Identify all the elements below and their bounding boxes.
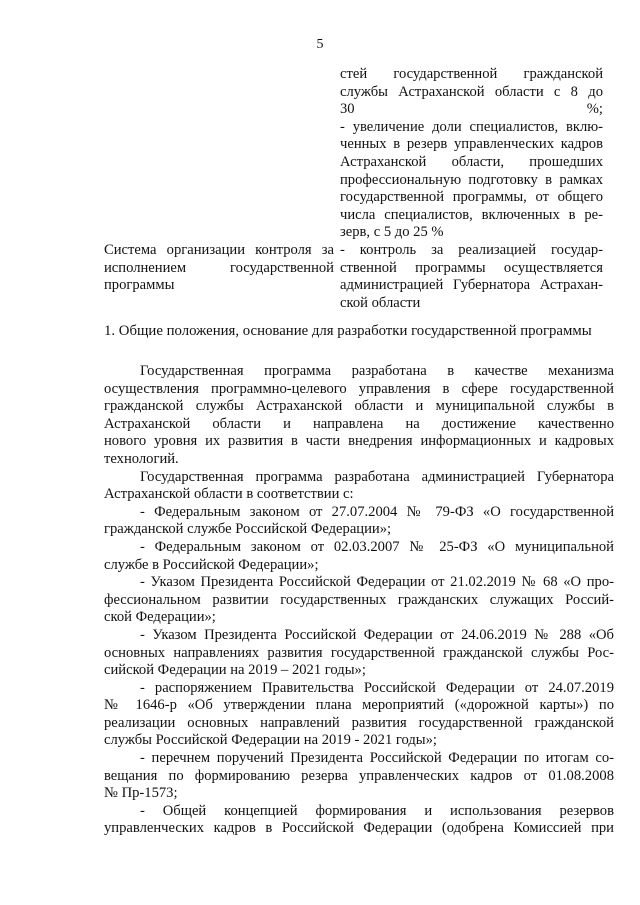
text-line: службе в Российской Федерации»; [104, 556, 319, 573]
table-row-label-control-system [104, 242, 334, 295]
text-line: государственной программы, от общего [340, 189, 603, 206]
text-line: гражданской службы Астраханской области и муниципальной службы в [104, 398, 614, 415]
text-line: Астраханской области в соответствии с: [104, 486, 354, 503]
text-line: - контроль за реализацией государ- [340, 242, 603, 258]
text-line: службы Российской Федерации на 2019 - 2021 годы»; [104, 732, 437, 749]
text-line: № 1646-р «Об утверждении плана мероприятий («дорожной карты») по [104, 697, 614, 714]
text-line: числа специалистов, включенных в ре- [340, 206, 603, 223]
text-line: программы [104, 277, 175, 294]
text-line: администрацией Губернатора Астрахан- [340, 277, 603, 294]
text-line: нового уровня их развития в части внедрения информационных и кадровых [104, 433, 614, 450]
text-line: исполнением государственной [104, 259, 334, 276]
text-line: ской Федерации»; [104, 609, 216, 626]
text-line: осуществления программно-целевого управления в сфере государственной [104, 380, 614, 397]
text-line: 30 %; [340, 101, 603, 118]
text-line: ственной программы осуществляется [340, 259, 603, 276]
paragraph [104, 627, 614, 680]
text-line: сийской Федерации на 2019 – 2021 годы»; [104, 662, 366, 679]
text-line: фессиональном развитии государственных гражданских служащих Россий- [104, 591, 614, 608]
text-line: зерв, с 5 до 25 % [340, 224, 444, 241]
text-line: стей государственной гражданской [340, 66, 603, 82]
table-row-value-control-system [340, 242, 603, 312]
text-line: № Пр-1573; [104, 785, 178, 802]
text-line: - Указом Президента Российской Федерации от 21.02.2019 № 68 «О про- [140, 574, 614, 591]
paragraph [104, 750, 614, 803]
text-line: - Общей концепцией формирования и использования резервов [140, 802, 614, 819]
paragraph [104, 469, 614, 504]
paragraph [104, 574, 614, 627]
text-line: Астраханской области и направлена на достижение качественно [104, 415, 614, 432]
text-line: Государственная программа разработана администрацией Губернатора [140, 468, 614, 485]
page-number: 5 [316, 37, 324, 52]
paragraph [104, 803, 614, 838]
text-line: - распоряжением Правительства Российской Федерации от 24.07.2019 [140, 679, 614, 696]
text-line: - Федеральным законом от 02.03.2007 № 25-ФЗ «О муниципальной [140, 538, 614, 555]
text-line: гражданской службе Российской Федерации»; [104, 521, 392, 538]
text-line: - Указом Президента Российской Федерации от 24.06.2019 № 288 «Об [140, 626, 614, 643]
paragraph [104, 680, 614, 750]
text-line: - увеличение доли специалистов, вклю- [340, 118, 603, 135]
text-line: ченных в резерв управленческих кадров [340, 136, 603, 153]
section-heading: 1. Общие положения, основание для разработки государственной программы [104, 323, 592, 339]
text-line: службы Астраханской области с 8 до [340, 83, 603, 100]
body-text [104, 363, 614, 838]
text-line: технологий. [104, 450, 179, 467]
text-line: профессиональную подготовку в рамках [340, 171, 603, 188]
paragraph [104, 504, 614, 539]
text-line: - Федеральным законом от 27.07.2004 № 79-ФЗ «О государственной [140, 503, 614, 520]
paragraph [104, 363, 614, 469]
text-line: Система организации контроля за [104, 242, 334, 258]
paragraph [104, 539, 614, 574]
text-line: Астраханской области, прошедших [340, 153, 603, 170]
text-line: реализации основных направлений развития государственной гражданской [104, 714, 614, 731]
text-line: управленческих кадров в Российской Федерации (одобрена Комиссией при [104, 820, 614, 837]
text-line: вещания по формированию резерва управленческих кадров от 01.08.2008 [104, 767, 614, 784]
text-line: основных направлениях развития государственной гражданской службы Рос- [104, 644, 614, 661]
text-line: Государственная программа разработана в качестве механизма [140, 363, 614, 379]
table-continuation-cell [340, 66, 603, 242]
text-line: - перечнем поручений Президента Российской Федерации по итогам со- [140, 750, 614, 767]
text-line: ской области [340, 294, 421, 311]
